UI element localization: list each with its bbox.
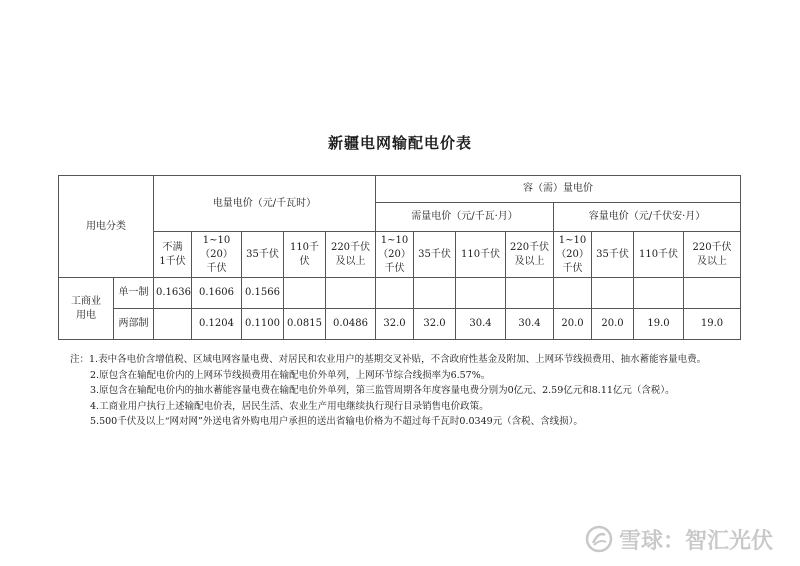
tariff-table <box>58 175 741 340</box>
watermark <box>585 525 773 553</box>
demand-price-header: 需量电价（元/千瓦·月） <box>376 203 554 232</box>
note-line: 注：1.表中各电价含增值税、区域电网容量电费、对居民和农业用户的基期交叉补贴，不含政府性基金及附加、上网环节线损费用、抽水蓄能容量电费。 <box>70 354 707 365</box>
demand-price-cell <box>376 278 414 309</box>
capacity-voltage-header: 110千伏 <box>634 232 684 278</box>
demand-voltage-header: 220千伏 及以上 <box>506 232 554 278</box>
capacity-price-header: 容量电价（元/千伏安·月） <box>554 203 741 232</box>
energy-price-cell: 0.0815 <box>284 309 326 340</box>
demand-price-cell: 32.0 <box>376 309 414 340</box>
energy-voltage-header: 1~10（20） 千伏 <box>192 232 242 278</box>
capacity-price-cell <box>684 278 741 309</box>
energy-voltage-header: 35千伏 <box>242 232 284 278</box>
demand-price-cell: 32.0 <box>414 309 456 340</box>
demand-voltage-header: 110千伏 <box>456 232 506 278</box>
capacity-price-cell <box>592 278 634 309</box>
capacity-voltage-header: 35千伏 <box>592 232 634 278</box>
note-line: 3.原包含在输配电价内的抽水蓄能容量电费在输配电价外单列，第三监管周期各年度容量电费分别为0亿元、2.59亿元和8.11亿元（含税）。 <box>90 385 675 396</box>
demand-price-cell: 30.4 <box>456 309 506 340</box>
demand-voltage-header: 1~10 （20） 千伏 <box>376 232 414 278</box>
energy-voltage-header: 110千伏 <box>284 232 326 278</box>
energy-price-cell: 0.1636 <box>154 278 192 309</box>
energy-voltage-header: 不满 1千伏 <box>154 232 192 278</box>
demand-price-cell <box>456 278 506 309</box>
energy-price-cell <box>326 278 376 309</box>
capacity-price-cell <box>554 278 592 309</box>
capacity-voltage-header: 220千伏 及以上 <box>684 232 741 278</box>
demand-price-cell: 30.4 <box>506 309 554 340</box>
note-line: 2.原包含在输配电价内的上网环节线损费用在输配电价外单列，上网环节综合线损率为6.57%。 <box>90 369 491 381</box>
page-title: 新疆电网输配电价表 <box>327 134 472 152</box>
row-label: 单一制 <box>114 278 154 309</box>
energy-price-cell: 0.1566 <box>242 278 284 309</box>
row-label: 两部制 <box>114 309 154 340</box>
note-line: 5.500千伏及以上“网对网”外送电省外购电用户承担的送出省输电价格为不超过每千瓦时0.0349元（含税、含线损）。 <box>90 416 583 427</box>
category-header: 用电分类 <box>59 176 154 278</box>
energy-price-cell: 0.1204 <box>192 309 242 340</box>
energy-price-cell <box>154 309 192 340</box>
notes <box>70 352 750 430</box>
capacity-price-cell <box>634 278 684 309</box>
capacity-price-cell: 19.0 <box>634 309 684 340</box>
capacity-price-cell: 19.0 <box>684 309 741 340</box>
energy-price-header: 电量电价（元/千瓦时） <box>154 176 376 232</box>
energy-voltage-header: 220千伏 及以上 <box>326 232 376 278</box>
demand-price-cell <box>506 278 554 309</box>
snowball-logo-icon <box>585 525 613 553</box>
capacity-price-cell: 20.0 <box>592 309 634 340</box>
demand-voltage-header: 35千伏 <box>414 232 456 278</box>
capacity-voltage-header: 1~10 （20） 千伏 <box>554 232 592 278</box>
energy-price-cell: 0.0486 <box>326 309 376 340</box>
energy-price-cell <box>284 278 326 309</box>
capacity-price-cell: 20.0 <box>554 309 592 340</box>
energy-price-cell: 0.1100 <box>242 309 284 340</box>
demand-price-cell <box>414 278 456 309</box>
capacity-demand-header: 容（需）量电价 <box>376 176 741 203</box>
watermark-text: 雪球：智汇光伏 <box>619 528 774 554</box>
group-label: 工商业 用电 <box>59 278 114 340</box>
note-line: 4.工商业用户执行上述输配电价表，居民生活、农业生产用电继续执行现行目录销售电价政策。 <box>90 400 489 412</box>
energy-price-cell: 0.1606 <box>192 278 242 309</box>
